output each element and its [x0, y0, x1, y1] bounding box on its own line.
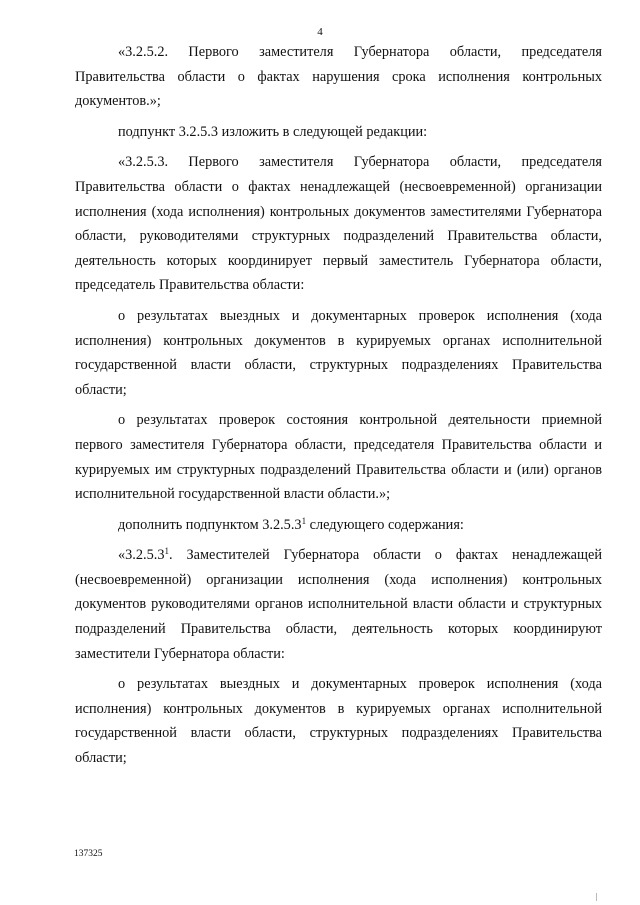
paragraph-field-inspections-2: о результатах выездных и документарных проверок исполнения (хода исполнения) контрольных документов в курируемых органах исполнительной государственной власти области, структурных подразделениях Правительства области;	[75, 676, 602, 767]
add-instruction-text-end: следующего содержания:	[306, 516, 464, 533]
clause-number: «3.2.5.3	[118, 547, 165, 564]
add-instruction-text: дополнить подпунктом 3.2.5.3	[118, 516, 302, 533]
paragraph-field-inspections: о результатах выездных и документарных проверок исполнения (хода исполнения) контрольных документов в курируемых органах исполнительной государственной власти области, структурных подразделениях Правительства области;	[75, 307, 602, 398]
document-body	[75, 40, 602, 771]
paragraph-3-2-5-2: «3.2.5.2. Первого заместителя Губернатора области, председателя Правительства области о фактах нарушения срока исполнения контрольных документов.»;	[75, 44, 602, 110]
page-number: 4	[317, 26, 323, 38]
paragraph-amend-instruction: подпункт 3.2.5.3 изложить в следующей редакции:	[118, 123, 428, 140]
document-code: 137325	[74, 849, 103, 859]
superscript-marker: 1	[164, 546, 169, 557]
scan-artifact	[596, 893, 597, 901]
paragraph-3-2-5-3: «3.2.5.3. Первого заместителя Губернатора области, председателя Правительства области о фактах ненадлежащей (несвоевременной) организации исполнения (хода исполнения) контрольных документов заместителями Губернатора области, руководителями структурных подразделений Правительства области, деятельность которых координирует первый заместитель Губернатора области, председатель Правительства области:	[75, 154, 602, 294]
paragraph-control-inspections: о результатах проверок состояния контрольной деятельности приемной первого заместителя Губернатора области, председателя Правительства области и курируемых им структурных подразделений Правительства области и (или) органов исполнительной государственной власти области.»;	[75, 412, 602, 503]
superscript-marker: 1	[301, 515, 307, 526]
paragraph-add-instruction	[75, 513, 602, 538]
paragraph-3-2-5-3-1	[75, 543, 602, 666]
clause-text: . Заместителей Губернатора области о фактах ненадлежащей (несвоевременной) организации исполнения (хода исполнения) контрольных документов руководителями органов исполнительной власти области и структурных подразделений Правительства области, деятельность которых координируют заместители Губернатора области:	[75, 547, 602, 662]
